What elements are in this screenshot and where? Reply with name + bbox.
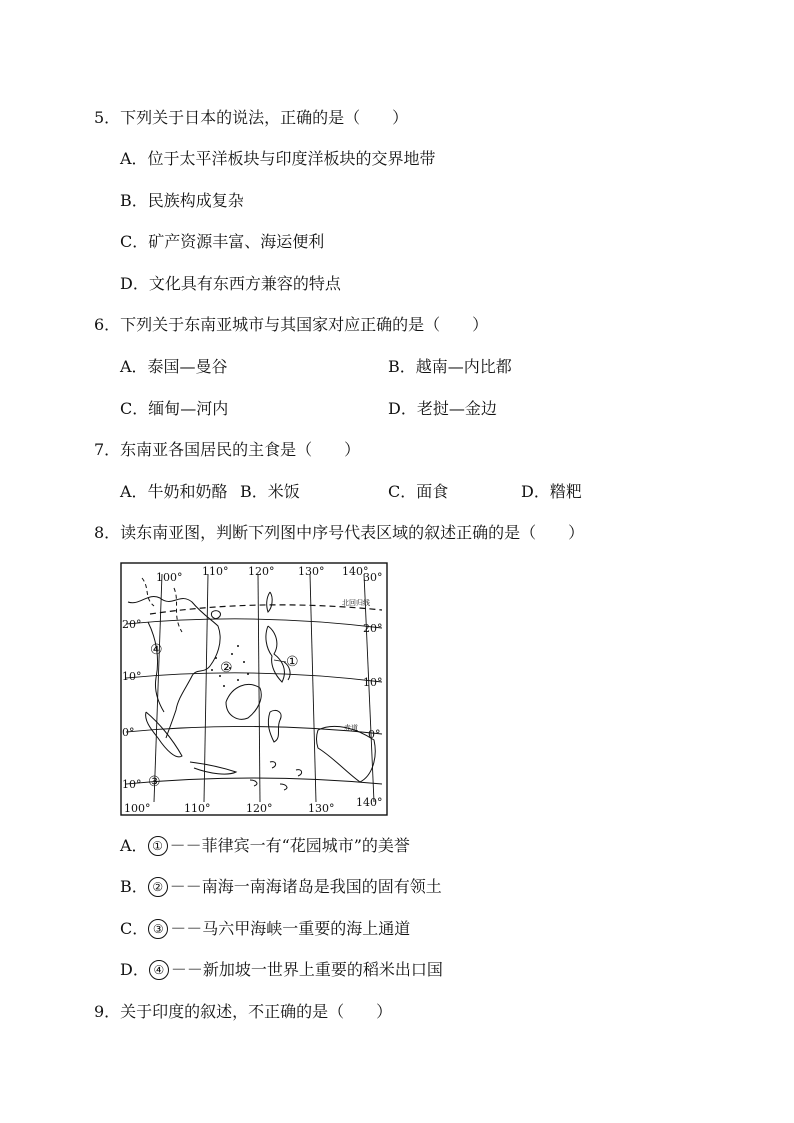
map-left-lat-10: 10° <box>122 670 142 683</box>
q8-option-b-num: ② <box>148 877 168 897</box>
q6-option-a[interactable]: A．泰国—曼谷 <box>120 357 228 376</box>
q8-stem: 8．读东南亚图，判断下列图中序号代表区域的叙述正确的是（ ） <box>94 523 585 542</box>
q8-option-d-num: ④ <box>149 960 169 980</box>
q8-option-c[interactable] <box>120 919 410 939</box>
map-bottom-lon-140: 140° <box>356 796 383 809</box>
map-bottom-lon-110: 110° <box>184 802 211 815</box>
map-top-lon-120: 120° <box>248 565 275 578</box>
q8-option-a-label: A． <box>120 836 148 855</box>
q8-option-a[interactable] <box>120 836 410 856</box>
q8-option-b-label: B． <box>120 877 148 896</box>
q8-option-c-text: －－马六甲海峡一重要的海上通道 <box>170 919 411 938</box>
map-equator-label: 赤道 <box>344 724 358 732</box>
q8-option-d-label: D． <box>120 960 149 979</box>
q7-option-d[interactable]: D．糌粑 <box>521 482 582 501</box>
q8-option-a-text: －－菲律宾一有“花园城市”的美誉 <box>169 836 410 855</box>
map-left-lat-s10: 10° <box>122 778 142 791</box>
map-right-lat-10: 10° <box>363 676 383 689</box>
map-bottom-lon-100: 100° <box>124 802 151 815</box>
map-top-lon-140: 140° <box>342 565 369 578</box>
q5-option-a[interactable]: A．位于太平洋板块与印度洋板块的交界地带 <box>120 149 436 168</box>
map-marker-1: ① <box>286 654 299 670</box>
map-bottom-lon-120: 120° <box>246 802 273 815</box>
map-left-lat-20: 20° <box>122 618 142 631</box>
map-right-lat-0: 0° <box>368 728 381 741</box>
q7-option-a[interactable]: A．牛奶和奶酪 <box>120 482 228 501</box>
map-marker-3: ③ <box>148 774 161 790</box>
southeast-asia-map <box>120 562 388 816</box>
map-tropic-label: 北回归线 <box>342 599 370 607</box>
q8-option-b[interactable] <box>120 877 442 897</box>
q9-stem: 9．关于印度的叙述，不正确的是（ ） <box>94 1002 393 1021</box>
q6-option-d[interactable]: D．老挝—金边 <box>388 399 497 418</box>
q8-option-c-num: ③ <box>148 919 168 939</box>
q8-option-b-text: －－南海一南海诸岛是我国的固有领土 <box>169 877 442 896</box>
map-right-lat-20: 20° <box>363 622 383 635</box>
q8-option-c-label: C． <box>120 919 149 938</box>
q5-option-b[interactable]: B．民族构成复杂 <box>120 191 244 210</box>
q7-option-c[interactable]: C．面食 <box>388 482 449 501</box>
q7-stem: 7．东南亚各国居民的主食是（ ） <box>94 440 361 459</box>
q5-option-d[interactable]: D．文化具有东西方兼容的特点 <box>120 274 341 293</box>
q8-option-a-num: ① <box>148 836 168 856</box>
map-bottom-lon-130: 130° <box>308 802 335 815</box>
q8-option-d-text: －－新加坡一世界上重要的稻米出口国 <box>170 960 443 979</box>
map-right-lat-30: 30° <box>363 571 383 584</box>
q5-option-c[interactable]: C．矿产资源丰富、海运便利 <box>120 232 325 251</box>
q6-option-b[interactable]: B．越南—内比都 <box>388 357 512 376</box>
map-top-lon-100: 100° <box>156 571 183 584</box>
map-marker-2: ② <box>220 660 233 676</box>
map-top-lon-110: 110° <box>202 565 229 578</box>
q8-option-d[interactable] <box>120 960 443 980</box>
q7-option-b[interactable]: B．米饭 <box>240 482 300 501</box>
q6-option-c[interactable]: C．缅甸—河内 <box>120 399 229 418</box>
map-left-lat-0: 0° <box>122 726 135 739</box>
map-top-lon-130: 130° <box>298 565 325 578</box>
map-marker-4: ④ <box>150 642 163 658</box>
q6-stem: 6．下列关于东南亚城市与其国家对应正确的是（ ） <box>94 315 489 334</box>
q5-stem: 5．下列关于日本的说法，正确的是（ ） <box>94 108 409 127</box>
